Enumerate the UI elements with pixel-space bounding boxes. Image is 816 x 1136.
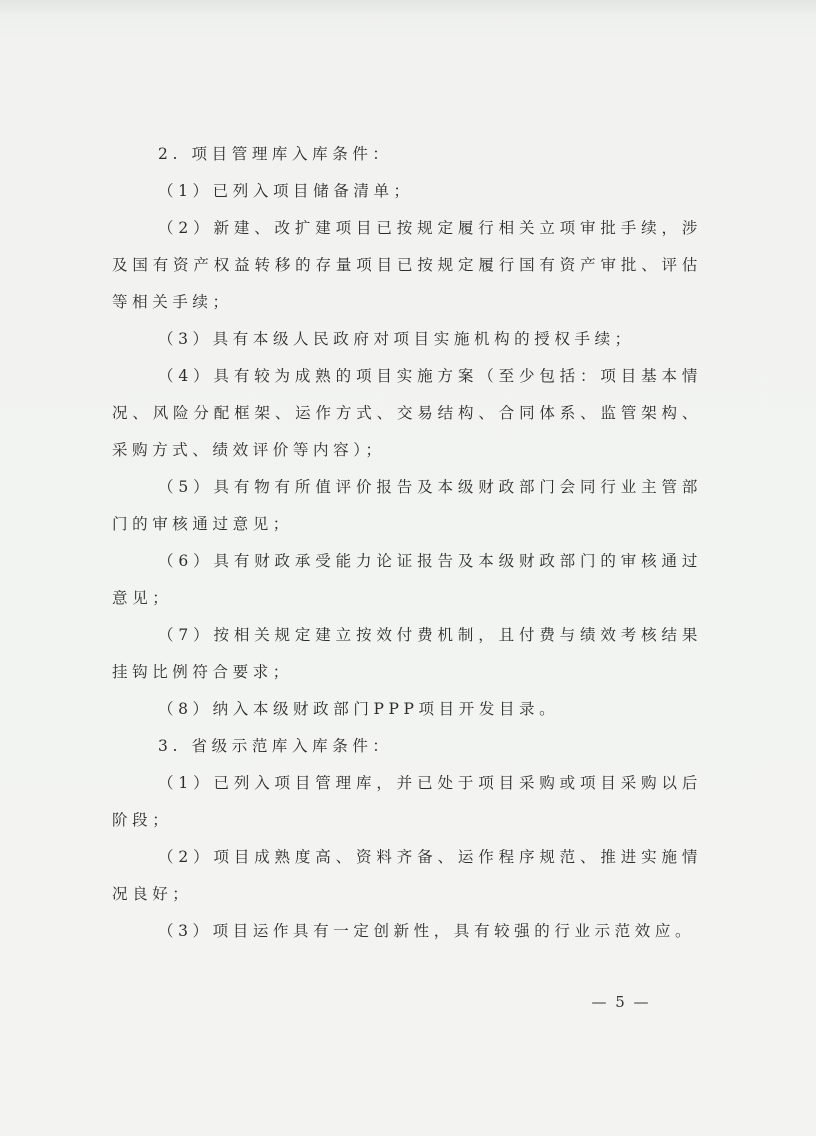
- paragraph-item: （2）项目成熟度高、资料齐备、运作程序规范、推进实施情况良好；: [112, 848, 702, 903]
- paragraph-item: （7）按相关规定建立按效付费机制，且付费与绩效考核结果挂钩比例符合要求；: [112, 626, 702, 681]
- paragraph-item: （4）具有较为成熟的项目实施方案（至少包括：项目基本情况、风险分配框架、运作方式、交易结构、合同体系、监管架构、采购方式、绩效评价等内容）；: [112, 367, 702, 459]
- paragraph-item: （1）已列入项目储备清单；: [158, 182, 414, 200]
- paragraph-section-3-heading: 3. 省级示范库入库条件：: [158, 737, 393, 755]
- paragraph-section-2-heading: 2. 项目管理库入库条件：: [158, 145, 393, 163]
- paragraph-item: （2）新建、改扩建项目已按规定履行相关立项审批手续，涉及国有资产权益转移的存量项目已按规定履行国有资产审批、评估等相关手续；: [112, 219, 702, 311]
- paragraph-item: （1）已列入项目管理库，并已处于项目采购或项目采购以后阶段；: [112, 774, 702, 829]
- paragraph-item: （3）具有本级人民政府对项目实施机构的授权手续；: [158, 330, 635, 348]
- document-body: [112, 136, 702, 950]
- paragraph-item: （3）项目运作具有一定创新性，具有较强的行业示范效应。: [158, 922, 696, 940]
- paragraph-item: （5）具有物有所值评价报告及本级财政部门会同行业主管部门的审核通过意见；: [112, 478, 702, 533]
- paragraph-item: （8）纳入本级财政部门PPP项目开发目录。: [158, 700, 560, 718]
- scan-edge: [0, 0, 816, 14]
- paragraph-item: （6）具有财政承受能力论证报告及本级财政部门的审核通过意见；: [112, 552, 702, 607]
- page-number: — 5 —: [591, 993, 651, 1011]
